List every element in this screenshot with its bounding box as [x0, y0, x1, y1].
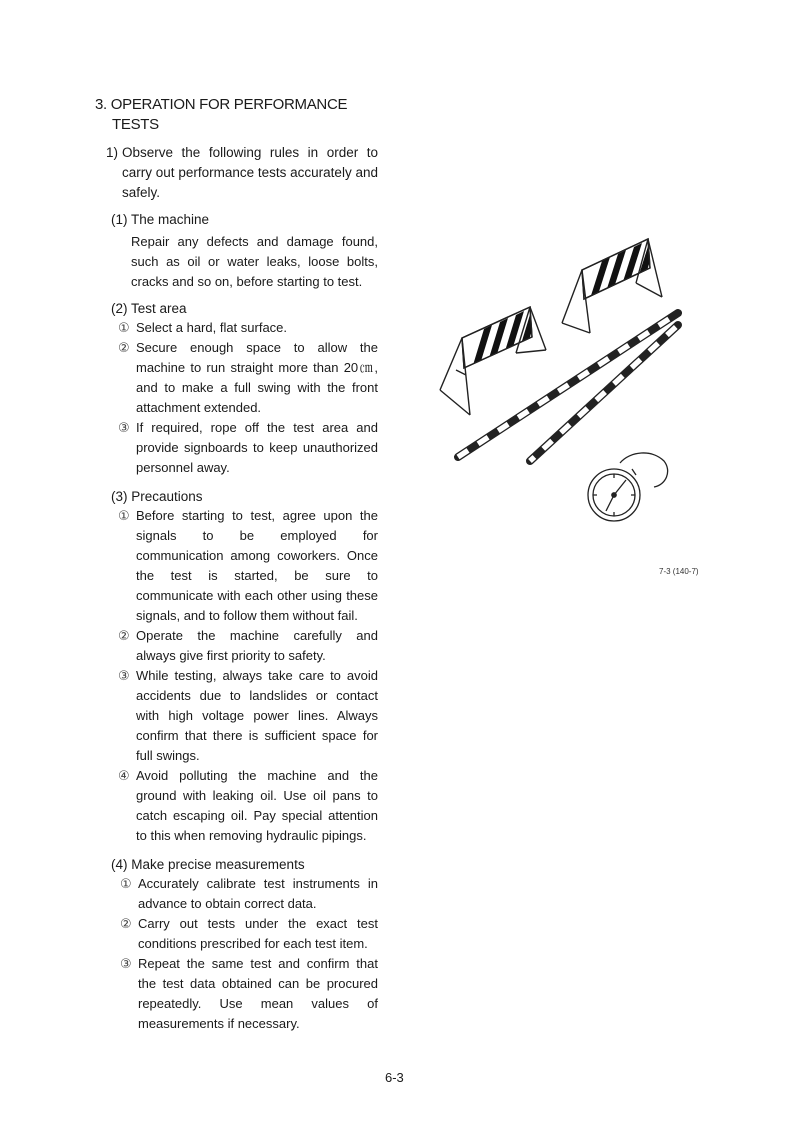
barricade-icon [440, 304, 546, 415]
item-marker: ② [120, 916, 132, 931]
measurement-item [120, 874, 378, 914]
precaution-item [118, 766, 378, 846]
item-marker: ③ [118, 420, 130, 435]
barricade-icon [562, 236, 662, 333]
section-title-line2: TESTS [112, 116, 159, 133]
measurement-item [120, 914, 378, 954]
item-text: If required, rope off the test area and provide signboards to keep unauthorized personnel away. [136, 420, 378, 475]
item-marker: ③ [120, 956, 132, 971]
machine-text: Repair any defects and damage found, such as oil or water leaks, loose bolts, cracks and so on, before starting to test. [131, 234, 378, 289]
precaution-item [118, 666, 378, 766]
measurement-item [120, 954, 378, 1034]
item-text: Secure enough space to allow the machine to run straight more than 20㎝, and to make a full swing with the front attachment extended. [136, 340, 378, 415]
item-marker: ② [118, 340, 130, 355]
item-text: Avoid polluting the machine and the ground with leaking oil. Use oil pans to catch escaping oil. Pay special attention to this when removing hydraulic pipings. [136, 768, 378, 843]
precaution-item [118, 506, 378, 626]
precautions-heading: (3) Precautions [111, 489, 203, 504]
item-marker: ④ [118, 768, 130, 783]
item-marker: ① [118, 320, 130, 335]
item-text: Before starting to test, agree upon the signals to be employed for communication among coworkers. Once the test is started, be sure to communicate with each other using these signals, and to follow them without fail. [136, 508, 378, 623]
section-title-line1: 3. OPERATION FOR PERFORMANCE [95, 96, 348, 113]
intro-number: 1) [106, 145, 119, 160]
stopwatch-icon [588, 453, 668, 521]
item-text: Accurately calibrate test instruments in advance to obtain correct data. [138, 876, 378, 911]
intro-paragraph [106, 143, 378, 203]
machine-heading: (1) The machine [111, 212, 210, 227]
item-marker: ① [118, 508, 130, 523]
test-area-item [118, 318, 378, 338]
test-area-item [118, 338, 378, 418]
item-text: While testing, always take care to avoid accidents due to landslides or contact with high voltage power lines. Always confirm that there is sufficient space for full swings. [136, 668, 378, 763]
section-title [95, 95, 347, 135]
measurements-heading: (4) Make precise measurements [111, 857, 305, 872]
item-marker: ① [120, 876, 132, 891]
item-text: Carry out tests under the exact test conditions prescribed for each test item. [138, 916, 378, 951]
precaution-item [118, 626, 378, 666]
item-marker: ② [118, 628, 130, 643]
page-number: 6-3 [385, 1070, 404, 1085]
test-area-item [118, 418, 378, 478]
item-marker: ③ [118, 668, 130, 683]
test-area-heading: (2) Test area [111, 301, 187, 316]
intro-text: Observe the following rules in order to carry out performance tests accurately and safely. [122, 145, 378, 200]
figure-caption: 7-3 (140-7) [659, 567, 699, 576]
item-text: Operate the machine carefully and always give first priority to safety. [136, 628, 378, 663]
item-text: Repeat the same test and confirm that the test data obtained can be procured repeatedly. Use mean values of measurements if necessary. [138, 956, 378, 1031]
item-text: Select a hard, flat surface. [136, 320, 288, 335]
test-area-illustration [430, 225, 710, 535]
